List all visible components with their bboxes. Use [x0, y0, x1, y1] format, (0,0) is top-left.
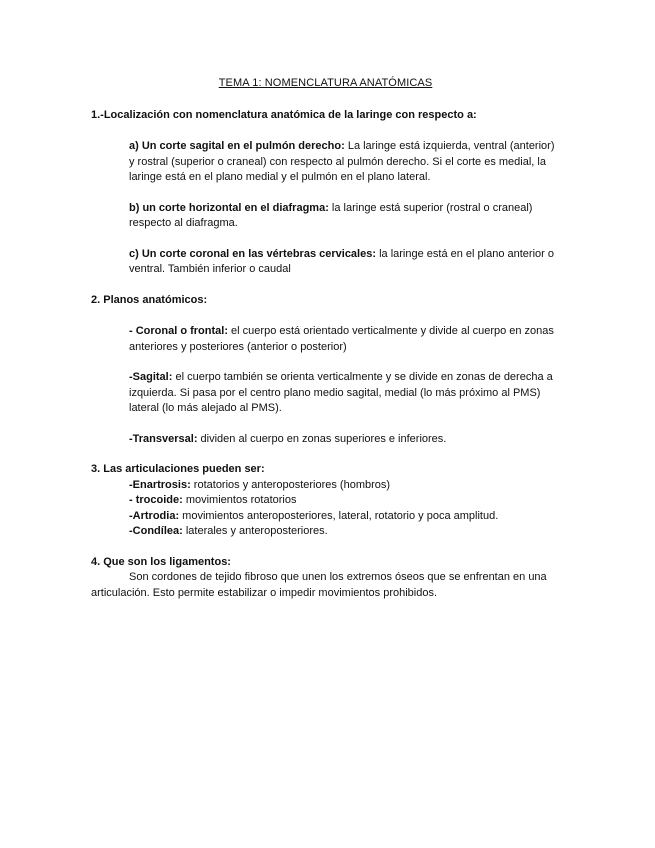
plane-coronal-text: el cuerpo está orientado verticalmente y divide al cuerpo en zonas anteriores y posteriores (anterior o posterior) [129, 325, 554, 353]
item-a [129, 139, 560, 186]
list-item-label: -Artrodia: [129, 509, 180, 522]
list-item [129, 509, 560, 525]
plane-sagital-label: -Sagital: [129, 371, 173, 383]
plane-coronal [129, 324, 560, 355]
page-title: TEMA 1: NOMENCLATURA ANATÓMICAS [218, 77, 433, 89]
list-item-text: movimientos rotatorios [182, 494, 297, 506]
list-item-label: - trocoide: [129, 494, 183, 506]
plane-transversal-label: -Transversal: [129, 432, 198, 445]
plane-coronal-label: - Coronal o frontal: [129, 325, 228, 337]
list-item [129, 524, 560, 540]
item-c-label: c) Un corte coronal en las vértebras cervicales: [129, 247, 377, 260]
item-c-text: la laringe está en el plano anterior o ventral. También inferior o caudal [129, 247, 554, 275]
item-b [129, 201, 560, 232]
list-item-label: -Enartrosis: [129, 478, 191, 491]
section-2-heading: 2. Planos anatómicos: [91, 293, 208, 306]
plane-transversal [129, 432, 560, 448]
plane-transversal-text: dividen al cuerpo en zonas superiores e inferiores. [197, 432, 447, 445]
list-item [129, 478, 560, 494]
item-c [129, 247, 560, 278]
section-4-heading: 4. Que son los ligamentos: [91, 555, 231, 568]
item-b-label: b) un corte horizontal en el diafragma: [129, 201, 329, 214]
item-b-text: la laringe está superior (rostral o craneal) respecto al diafragma. [129, 201, 533, 229]
item-a-text: La laringe está izquierda, ventral (anterior) y rostral (superior o craneal) con respecto al pulmón derecho. Si el corte es medial, la laringe está en el plano medial y el pulmón en el plano lateral. [129, 140, 555, 183]
list-item-text: laterales y anteroposteriores. [182, 525, 328, 537]
section-1-body [129, 139, 560, 278]
list-item [129, 493, 560, 509]
section-1-heading: 1.-Localización con nomenclatura anatómica de la laringe con respecto a: [91, 108, 477, 121]
section-3-list [129, 478, 560, 540]
section-4-text: Son cordones de tejido fibroso que unen los extremos óseos que se enfrentan en una articulación. Esto permite estabilizar o impedir movimientos prohibidos. [91, 571, 547, 599]
section-3-heading: 3. Las articulaciones pueden ser: [91, 463, 265, 475]
section-2-body [129, 324, 560, 447]
plane-sagital-text: el cuerpo también se orienta verticalmente y se divide en zonas de derecha a izquierda. Si pasa por el centro plano medio sagital, medial (lo más próximo al PMS) lateral (lo más alejado al PMS). [129, 371, 553, 414]
plane-sagital [129, 370, 560, 417]
list-item-label: -Condílea: [129, 525, 183, 537]
list-item-text: movimientos anteroposteriores, lateral, rotatorio y poca amplitud. [179, 509, 499, 522]
item-a-label: a) Un corte sagital en el pulmón derecho: [129, 140, 345, 152]
list-item-text: rotatorios y anteroposteriores (hombros) [190, 478, 391, 491]
